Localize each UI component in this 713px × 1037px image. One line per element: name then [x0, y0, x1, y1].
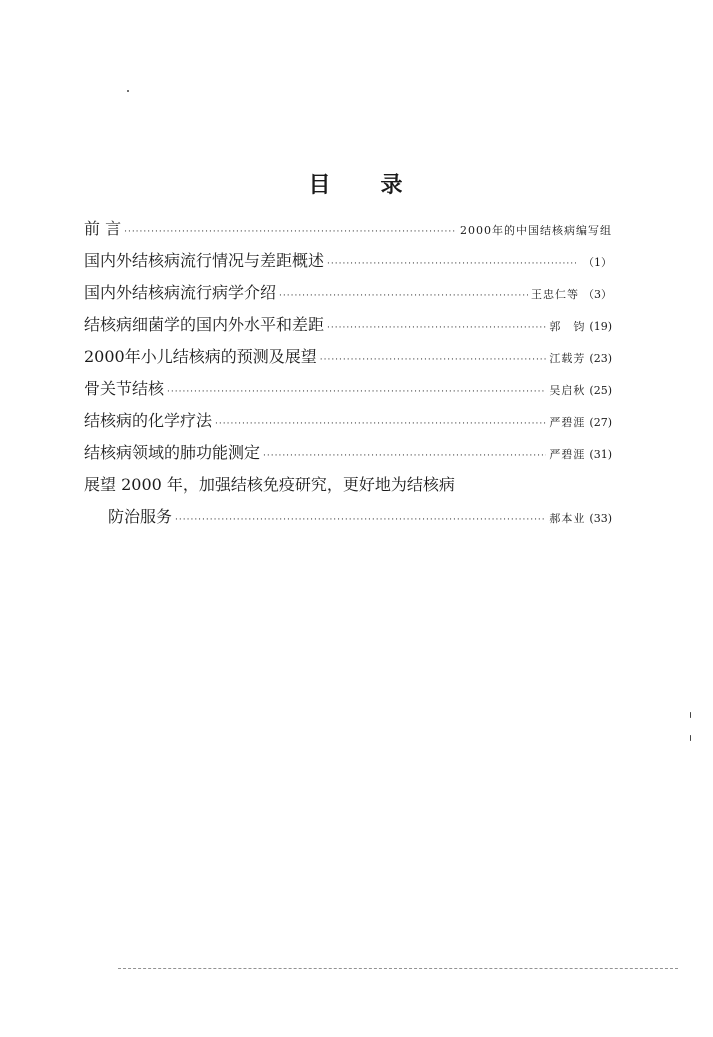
toc-entry-author: 严碧涯 [549, 448, 586, 461]
toc-entry-page: (27) [589, 416, 612, 429]
leader-dots [327, 323, 546, 333]
toc-entry-title: 前 言 [84, 219, 122, 238]
toc-entry-author: 江载芳 [549, 352, 586, 365]
toc-entry [84, 376, 612, 408]
title-char-left: 目 [308, 172, 333, 198]
toc-entry-title: 国内外结核病流行情况与差距概述 [84, 251, 325, 270]
leader-dots [215, 419, 546, 429]
toc-entry-title-line2: 防治服务 [108, 507, 173, 526]
scan-speck [690, 735, 691, 741]
toc-entry-title: 结核病领域的肺功能测定 [84, 443, 261, 462]
toc-entry-title: 结核病的化学疗法 [84, 411, 213, 430]
toc-entry-page: (19) [589, 320, 612, 333]
leader-dots [320, 355, 547, 365]
table-of-contents [84, 216, 612, 536]
toc-entry-title: 骨关节结核 [84, 379, 165, 398]
leader-dots [167, 387, 546, 397]
scan-speck [690, 712, 691, 718]
toc-entry [84, 216, 612, 248]
toc-entry-author: 郭 钧 [549, 320, 586, 333]
toc-entry [84, 280, 612, 312]
toc-entry [84, 440, 612, 472]
toc-entry [84, 312, 612, 344]
toc-entry-title-line1: 展望 2000 年，加强结核免疫研究，更好地为结核病 [84, 475, 455, 494]
toc-entry-page: （3） [583, 288, 612, 301]
toc-entry-author: 郝本业 [549, 512, 586, 525]
toc-entry-author: 王忠仁等 [531, 288, 579, 301]
toc-entry-page: (23) [589, 352, 612, 365]
leader-dots [279, 291, 528, 301]
toc-entry-page: (31) [589, 448, 612, 461]
scan-speck [127, 90, 129, 92]
toc-entry-author: 2000年的中国结核病编写组 [460, 224, 612, 237]
toc-entry-title: 国内外结核病流行病学介绍 [84, 283, 277, 302]
toc-entry-title: 2000年小儿结核病的预测及展望 [84, 347, 317, 366]
toc-entry-multiline-first [84, 472, 612, 504]
title-char-right: 录 [380, 172, 405, 198]
toc-entry-multiline-second [84, 504, 612, 536]
leader-dots [327, 259, 576, 269]
toc-entry-page: (33) [589, 512, 612, 525]
toc-entry-page: (25) [589, 384, 612, 397]
toc-entry-author: 严碧涯 [549, 416, 586, 429]
toc-entry [84, 248, 612, 280]
leader-dots [263, 451, 546, 461]
toc-entry [84, 408, 612, 440]
toc-entry-title: 结核病细菌学的国内外水平和差距 [84, 315, 325, 334]
toc-entry-author: 吴启秋 [549, 384, 586, 397]
toc-entry-page: （1） [583, 256, 612, 269]
page-title [0, 168, 713, 199]
leader-dots [124, 227, 457, 237]
scan-bottom-line [118, 968, 678, 970]
toc-entry [84, 344, 612, 376]
leader-dots [175, 515, 546, 525]
